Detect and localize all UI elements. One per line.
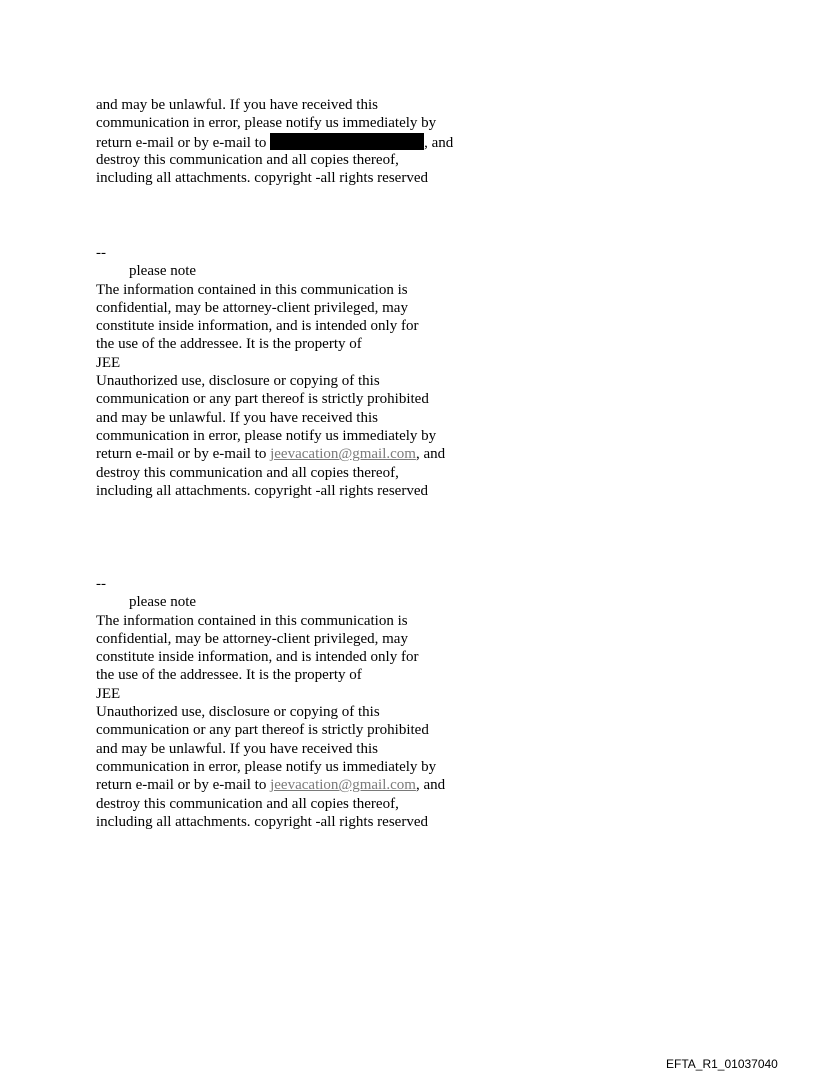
- disclaimer-line: JEE: [96, 685, 121, 702]
- disclaimer-line: the use of the addressee. It is the property of: [96, 667, 362, 684]
- disclaimer-block-top: [96, 96, 516, 187]
- notice-heading: please note: [129, 594, 197, 611]
- disclaimer-line: communication in error, please notify us immediately by: [96, 115, 437, 132]
- disclaimer-line: confidential, may be attorney-client privileged, may: [96, 299, 408, 316]
- redaction-box: [270, 133, 424, 150]
- disclaimer-line: the use of the addressee. It is the property of: [96, 336, 362, 353]
- disclaimer-line: including all attachments. copyright -all rights reserved: [96, 482, 428, 499]
- disclaimer-line: destroy this communication and all copies thereof,: [96, 795, 399, 812]
- disclaimer-line-email: [96, 133, 516, 151]
- separator: --: [96, 576, 106, 592]
- disclaimer-line: including all attachments. copyright -all rights reserved: [96, 170, 428, 187]
- document-id: EFTA_R1_01037040: [666, 1057, 778, 1071]
- disclaimer-line: including all attachments. copyright -all rights reserved: [96, 813, 428, 830]
- email-suffix: , and: [415, 446, 446, 463]
- disclaimer-block-2: [96, 575, 516, 831]
- email-suffix: , and: [424, 134, 454, 151]
- disclaimer-line: destroy this communication and all copies thereof,: [96, 151, 399, 168]
- separator: --: [96, 245, 106, 261]
- disclaimer-line: Unauthorized use, disclosure or copying of this: [96, 704, 380, 721]
- disclaimer-line: constitute inside information, and is intended only for: [96, 318, 419, 335]
- email-link[interactable]: jeevacation@gmail.com: [270, 777, 416, 794]
- disclaimer-line: communication in error, please notify us immediately by: [96, 758, 437, 775]
- email-link[interactable]: jeevacation@gmail.com: [270, 446, 416, 463]
- disclaimer-line: The information contained in this communication is: [96, 281, 408, 298]
- disclaimer-line: constitute inside information, and is intended only for: [96, 649, 419, 666]
- disclaimer-line: communication or any part thereof is strictly prohibited: [96, 391, 429, 408]
- email-prefix: return e-mail or by e-mail to: [96, 134, 267, 151]
- disclaimer-line: The information contained in this communication is: [96, 612, 408, 629]
- email-prefix: return e-mail or by e-mail to: [96, 446, 271, 463]
- disclaimer-line: Unauthorized use, disclosure or copying of this: [96, 373, 380, 390]
- notice-heading: please note: [129, 263, 197, 280]
- disclaimer-line-email: [96, 776, 516, 794]
- disclaimer-line: and may be unlawful. If you have received this: [96, 409, 378, 426]
- disclaimer-line: communication in error, please notify us immediately by: [96, 427, 437, 444]
- disclaimer-line: communication or any part thereof is strictly prohibited: [96, 722, 429, 739]
- disclaimer-block-1: [96, 244, 516, 500]
- email-suffix: , and: [415, 777, 446, 794]
- disclaimer-line: confidential, may be attorney-client privileged, may: [96, 630, 408, 647]
- email-prefix: return e-mail or by e-mail to: [96, 777, 271, 794]
- disclaimer-line: destroy this communication and all copies thereof,: [96, 464, 399, 481]
- disclaimer-line: and may be unlawful. If you have received this: [96, 97, 378, 113]
- disclaimer-line: JEE: [96, 354, 121, 371]
- disclaimer-line: and may be unlawful. If you have received this: [96, 740, 378, 757]
- disclaimer-line-email: [96, 445, 516, 463]
